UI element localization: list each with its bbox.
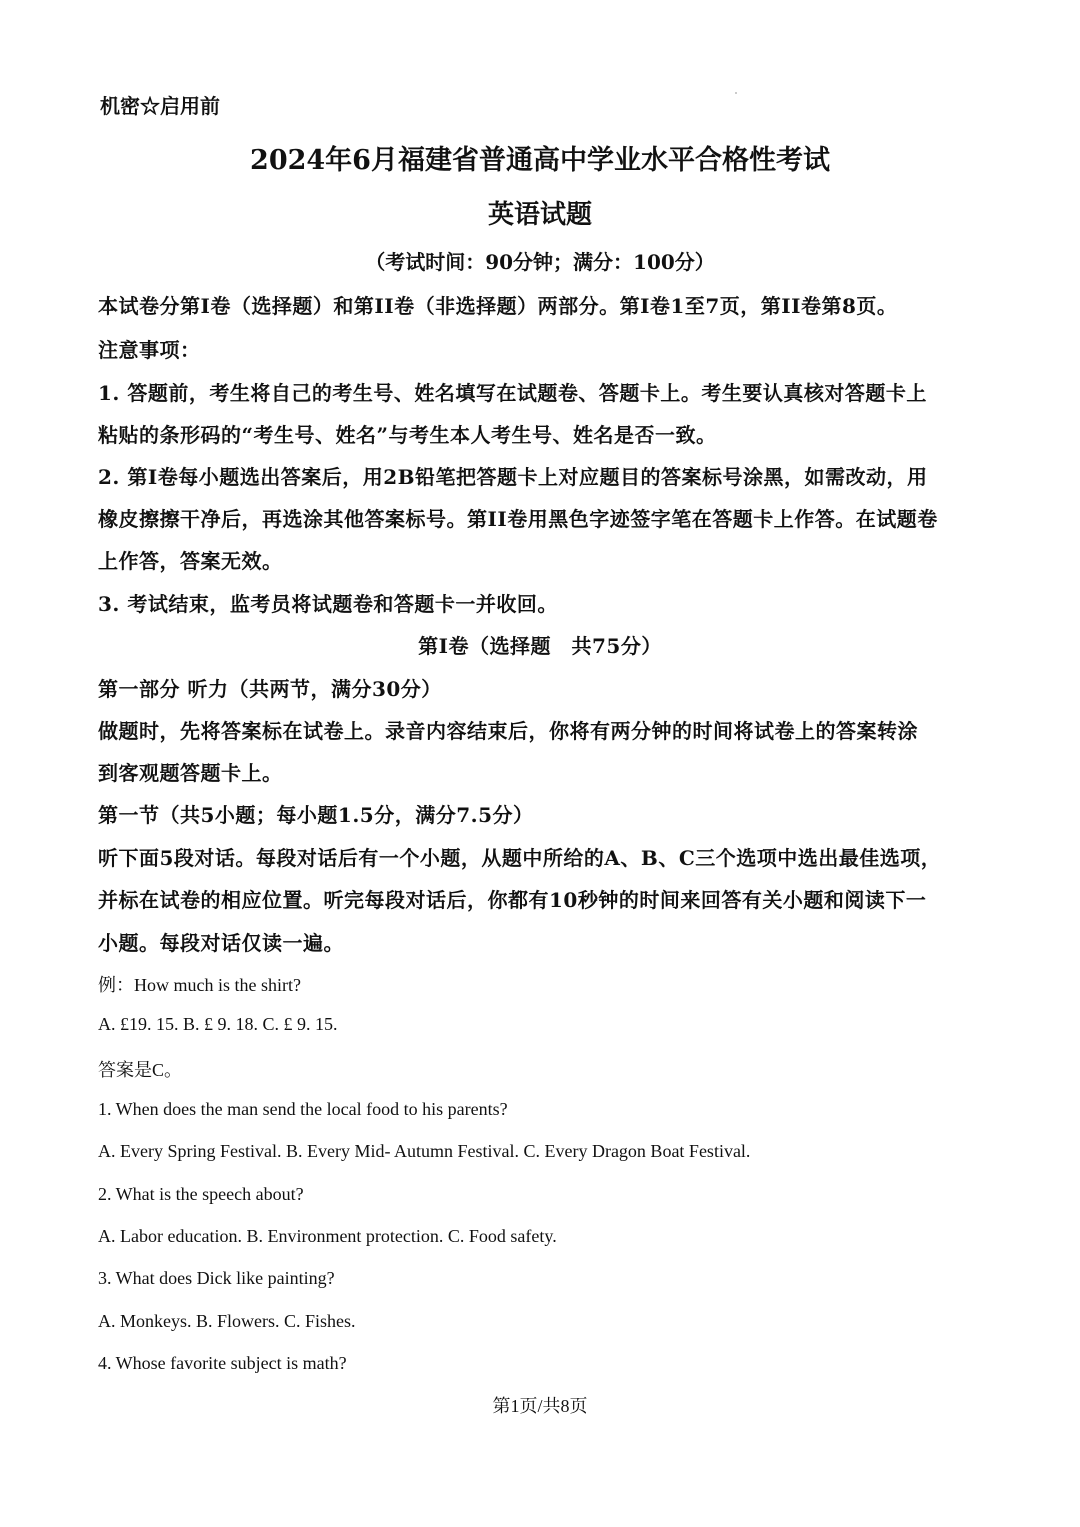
question-text: 1. When does the man send the local food to his parents?	[98, 1099, 508, 1119]
section-title: 第I卷（选择题 共75分）	[418, 634, 662, 658]
question-text: 3. What does Dick like painting?	[98, 1268, 335, 1288]
page-number: 第1页/共8页	[492, 1396, 588, 1416]
subsection-instruction-line: 小题。每段对话仅读一遍。	[98, 931, 344, 955]
part-instruction-line: 到客观题答题卡上。	[98, 761, 283, 785]
note-line: 2. 第I卷每小题选出答案后，用2B铅笔把答题卡上对应题目的答案标号涂黑，如需改动，用	[98, 465, 928, 489]
question-options: A. Labor education. B. Environment protection. C. Food safety.	[98, 1226, 557, 1246]
question-text: 2. What is the speech about?	[98, 1184, 304, 1204]
exam-title: 2024年6月福建省普通高中学业水平合格性考试	[250, 145, 830, 176]
note-line: 3. 考试结束，监考员将试题卷和答题卡一并收回。	[98, 592, 558, 616]
part-title: 第一部分 听力（共两节，满分30分）	[98, 677, 442, 701]
note-line: 上作答，答案无效。	[98, 549, 283, 573]
question-text: 4. Whose favorite subject is math?	[98, 1353, 347, 1373]
subsection-instruction-line: 并标在试卷的相应位置。听完每段对话后，你都有10秒钟的时间来回答有关小题和阅读下一	[98, 888, 927, 912]
confidential-label: 机密☆启用前	[100, 94, 220, 118]
example-options: A. £19. 15. B. £ 9. 18. C. £ 9. 15.	[98, 1014, 338, 1034]
notes-heading: 注意事项：	[98, 338, 201, 362]
exam-intro: 本试卷分第I卷（选择题）和第II卷（非选择题）两部分。第I卷1至7页，第II卷第8页。	[98, 294, 898, 318]
question-options: A. Every Spring Festival. B. Every Mid- Autumn Festival. C. Every Dragon Boat Festival.	[98, 1141, 751, 1161]
note-line: 橡皮擦擦干净后，再选涂其他答案标号。第II卷用黑色字迹签字笔在答题卡上作答。在试题卷	[98, 507, 938, 531]
exam-time-info: （考试时间：90分钟；满分：100分）	[365, 250, 715, 274]
note-line: 粘贴的条形码的“考生号、姓名”与考生本人考生号、姓名是否一致。	[98, 423, 717, 447]
exam-subtitle: 英语试题	[487, 200, 592, 230]
note-line: 1. 答题前，考生将自己的考生号、姓名填写在试题卷、答题卡上。考生要认真核对答题卡上	[98, 381, 927, 405]
subsection-instruction-line: 听下面5段对话。每段对话后有一个小题，从题中所给的A、B、C三个选项中选出最佳选项，	[98, 846, 942, 870]
scan-speck	[735, 92, 737, 94]
question-options: A. Monkeys. B. Flowers. C. Fishes.	[98, 1311, 356, 1331]
example-answer: 答案是C。	[98, 1060, 183, 1080]
example-question: 例：How much is the shirt?	[98, 975, 301, 995]
part-instruction-line: 做题时，先将答案标在试卷上。录音内容结束后，你将有两分钟的时间将试卷上的答案转涂	[98, 719, 918, 743]
subsection-title: 第一节（共5小题；每小题1.5分，满分7.5分）	[98, 803, 534, 827]
